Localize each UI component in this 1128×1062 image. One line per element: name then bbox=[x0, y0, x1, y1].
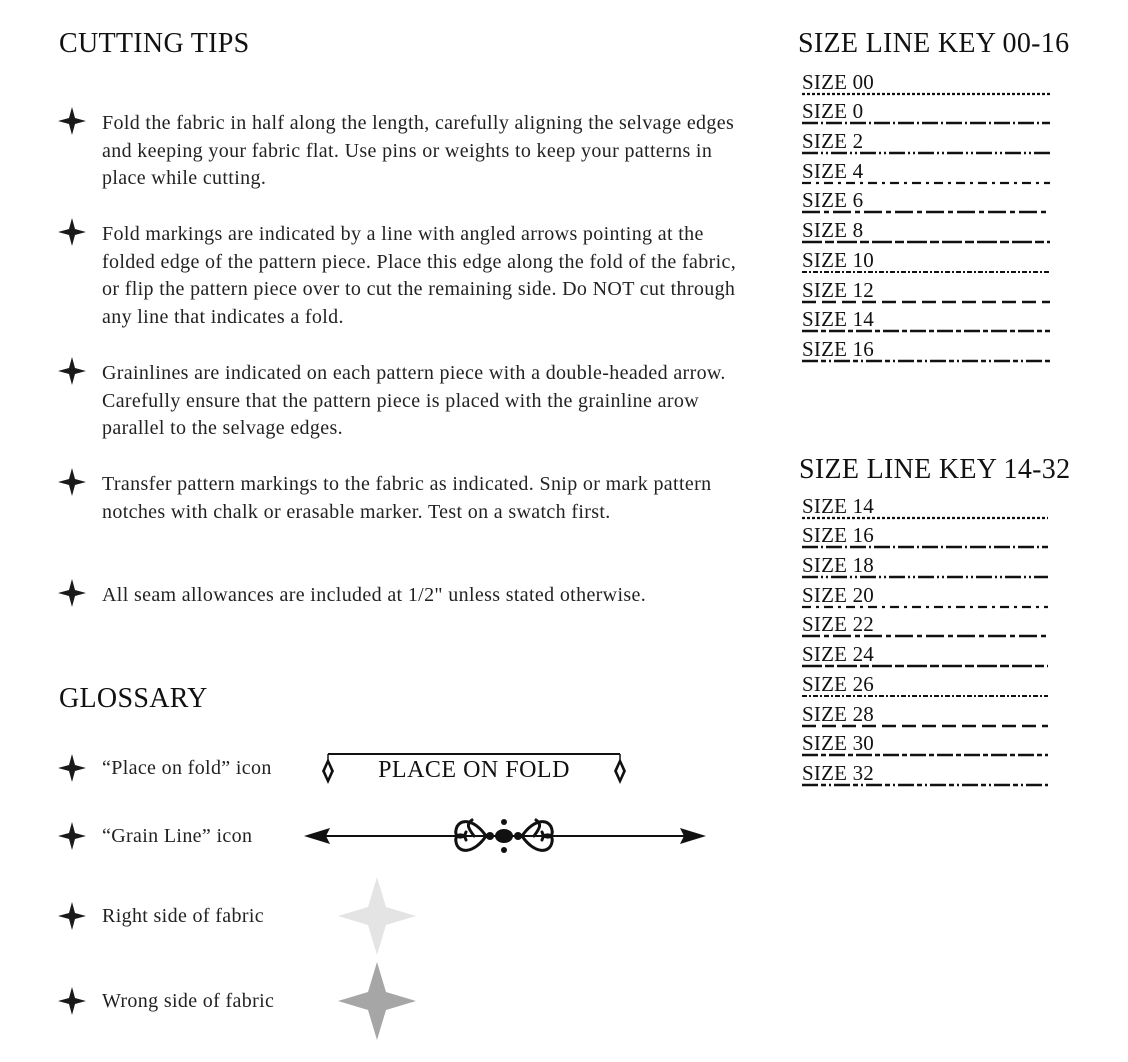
size-line-row bbox=[802, 669, 1052, 699]
right-side-label: Right side of fabric bbox=[102, 904, 264, 927]
cutting-tips-title: CUTTING TIPS bbox=[59, 28, 250, 59]
size-label: SIZE 28 bbox=[802, 701, 874, 726]
size-line-row bbox=[802, 215, 1052, 245]
four-point-star-icon bbox=[58, 754, 86, 782]
size-line-row bbox=[802, 758, 1052, 788]
tip-text: Fold markings are indicated by a line with angled arrows pointing at the folded edge of the pattern piece. Place this edge along the fold of the fabric, or flip the pattern piece over to cut the remaining side. Do NOT cut through any line that indicates a fold. bbox=[102, 223, 737, 329]
size-line-row bbox=[802, 580, 1052, 610]
size-label: SIZE 8 bbox=[802, 218, 864, 243]
size-key-2-title: SIZE LINE KEY 14-32 bbox=[799, 454, 1071, 485]
size-line-row bbox=[802, 610, 1052, 640]
size-key-2-list bbox=[802, 491, 1052, 788]
place-on-fold-icon bbox=[318, 747, 630, 789]
size-label: SIZE 20 bbox=[802, 582, 874, 607]
size-label: SIZE 00 bbox=[802, 69, 874, 94]
tip-text: Fold the fabric in half along the length, carefully aligning the selvage edges and keeping your fabric flat. Use pins or weights to keep your patterns in place while cutting. bbox=[102, 112, 735, 190]
size-line-sample bbox=[802, 358, 1052, 364]
size-label: SIZE 26 bbox=[802, 671, 874, 696]
four-point-star-icon bbox=[58, 218, 86, 246]
wrong-side-label: Wrong side of fabric bbox=[102, 989, 275, 1012]
size-line-row bbox=[802, 334, 1052, 364]
tip-item bbox=[58, 582, 758, 610]
size-line-row bbox=[802, 186, 1052, 216]
four-point-star-icon bbox=[58, 468, 86, 496]
four-point-star-icon bbox=[58, 579, 86, 607]
size-line-row bbox=[802, 729, 1052, 759]
place-on-fold-label: “Place on fold” icon bbox=[102, 756, 272, 779]
tip-item bbox=[58, 360, 758, 443]
size-label: SIZE 14 bbox=[802, 307, 874, 332]
tip-item bbox=[58, 471, 758, 526]
size-label: SIZE 22 bbox=[802, 612, 874, 637]
size-label: SIZE 10 bbox=[802, 247, 874, 272]
size-line-row bbox=[802, 156, 1052, 186]
size-line-row bbox=[802, 97, 1052, 127]
size-label: SIZE 16 bbox=[802, 523, 874, 548]
tip-text: All seam allowances are included at 1/2" unless stated otherwise. bbox=[102, 584, 647, 606]
size-key-1-title: SIZE LINE KEY 00-16 bbox=[798, 28, 1070, 59]
size-line-row bbox=[802, 275, 1052, 305]
size-label: SIZE 12 bbox=[802, 277, 874, 302]
grain-line-icon bbox=[302, 808, 708, 864]
tip-text: Transfer pattern markings to the fabric as indicated. Snip or mark pattern notches with chalk or erasable marker. Test on a swatch first. bbox=[102, 473, 712, 523]
size-line-row bbox=[802, 126, 1052, 156]
tip-item bbox=[58, 221, 758, 332]
size-label: SIZE 32 bbox=[802, 760, 874, 785]
size-line-row bbox=[802, 550, 1052, 580]
tip-item bbox=[58, 110, 758, 193]
size-label: SIZE 18 bbox=[802, 553, 874, 578]
four-point-star-icon bbox=[58, 987, 86, 1015]
size-line-row bbox=[802, 67, 1052, 97]
size-line-sample bbox=[802, 782, 1052, 788]
glossary-title: GLOSSARY bbox=[59, 683, 208, 714]
four-point-star-icon bbox=[58, 357, 86, 385]
size-label: SIZE 2 bbox=[802, 129, 864, 154]
size-label: SIZE 4 bbox=[802, 158, 864, 183]
wrong-side-star-icon bbox=[338, 962, 416, 1040]
size-label: SIZE 14 bbox=[802, 493, 874, 518]
size-line-row bbox=[802, 245, 1052, 275]
size-label: SIZE 24 bbox=[802, 642, 874, 667]
size-label: SIZE 16 bbox=[802, 336, 874, 361]
tip-text: Grainlines are indicated on each pattern piece with a double-headed arrow. Carefully ensure that the pattern piece is placed with the grainline arow parallel to the selvage edges. bbox=[102, 362, 726, 440]
size-label: SIZE 0 bbox=[802, 99, 864, 124]
size-line-row bbox=[802, 521, 1052, 551]
size-line-row bbox=[802, 491, 1052, 521]
four-point-star-icon bbox=[58, 107, 86, 135]
size-line-row bbox=[802, 639, 1052, 669]
glossary-grain-line bbox=[58, 822, 252, 850]
glossary-wrong-side bbox=[58, 987, 274, 1015]
size-label: SIZE 6 bbox=[802, 188, 864, 213]
four-point-star-icon bbox=[58, 902, 86, 930]
size-key-1-list bbox=[802, 67, 1052, 364]
glossary-place-on-fold bbox=[58, 754, 272, 782]
glossary-right-side bbox=[58, 902, 264, 930]
grain-line-label: “Grain Line” icon bbox=[102, 824, 253, 847]
size-label: SIZE 30 bbox=[802, 731, 874, 756]
place-on-fold-text: PLACE ON FOLD bbox=[378, 757, 570, 783]
size-line-row bbox=[802, 699, 1052, 729]
four-point-star-icon bbox=[58, 822, 86, 850]
size-line-row bbox=[802, 305, 1052, 335]
right-side-star-icon bbox=[338, 877, 416, 955]
